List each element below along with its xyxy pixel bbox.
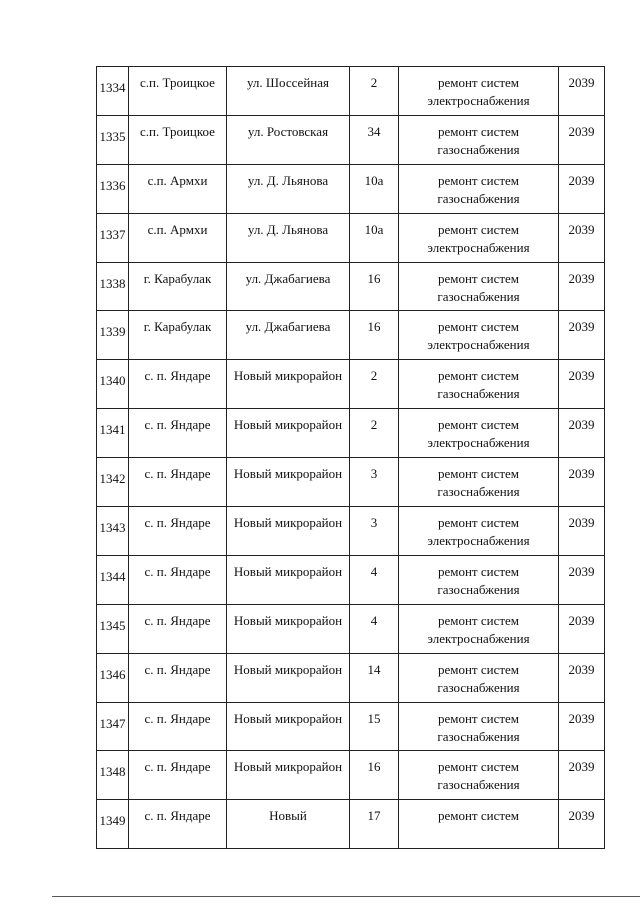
- work-type-cell: ремонт систем газоснабжения: [399, 555, 559, 604]
- row-number-cell: 1349: [97, 800, 129, 849]
- street-cell: Новый: [227, 800, 350, 849]
- house-number-cell: 10а: [350, 164, 399, 213]
- table-row: [97, 360, 605, 409]
- street-cell: Новый микрорайон: [227, 653, 350, 702]
- year-cell: 2039: [559, 800, 605, 849]
- work-type-cell: ремонт систем газоснабжения: [399, 458, 559, 507]
- table-row: [97, 409, 605, 458]
- settlement-cell: с.п. Троицкое: [129, 115, 227, 164]
- row-number-cell: 1347: [97, 702, 129, 751]
- settlement-cell: с. п. Яндаре: [129, 653, 227, 702]
- row-number-cell: 1335: [97, 115, 129, 164]
- street-cell: ул. Ростовская: [227, 115, 350, 164]
- house-number-cell: 16: [350, 751, 399, 800]
- settlement-cell: с. п. Яндаре: [129, 360, 227, 409]
- year-cell: 2039: [559, 702, 605, 751]
- work-type-cell: ремонт систем газоснабжения: [399, 262, 559, 311]
- work-type-cell: ремонт систем газоснабжения: [399, 115, 559, 164]
- house-number-cell: 4: [350, 555, 399, 604]
- street-cell: ул. Д. Льянова: [227, 164, 350, 213]
- year-cell: 2039: [559, 115, 605, 164]
- settlement-cell: с.п. Армхи: [129, 213, 227, 262]
- table-row: [97, 458, 605, 507]
- house-number-cell: 14: [350, 653, 399, 702]
- house-number-cell: 34: [350, 115, 399, 164]
- table-row: [97, 164, 605, 213]
- year-cell: 2039: [559, 751, 605, 800]
- house-number-cell: 2: [350, 409, 399, 458]
- work-type-cell: ремонт систем газоснабжения: [399, 360, 559, 409]
- year-cell: 2039: [559, 213, 605, 262]
- table-row: [97, 115, 605, 164]
- street-cell: Новый микрорайон: [227, 604, 350, 653]
- table-row: [97, 262, 605, 311]
- work-type-cell: ремонт систем электроснабжения: [399, 604, 559, 653]
- street-cell: Новый микрорайон: [227, 751, 350, 800]
- work-type-cell: ремонт систем электроснабжения: [399, 311, 559, 360]
- settlement-cell: г. Карабулак: [129, 311, 227, 360]
- work-type-cell: ремонт систем электроснабжения: [399, 67, 559, 116]
- year-cell: 2039: [559, 458, 605, 507]
- street-cell: Новый микрорайон: [227, 555, 350, 604]
- work-type-cell: ремонт систем: [399, 800, 559, 849]
- work-type-cell: ремонт систем электроснабжения: [399, 213, 559, 262]
- table-row: [97, 311, 605, 360]
- street-cell: ул. Джабагиева: [227, 262, 350, 311]
- table-row: [97, 751, 605, 800]
- row-number-cell: 1344: [97, 555, 129, 604]
- row-number-cell: 1348: [97, 751, 129, 800]
- year-cell: 2039: [559, 604, 605, 653]
- settlement-cell: с. п. Яндаре: [129, 555, 227, 604]
- settlement-cell: с. п. Яндаре: [129, 800, 227, 849]
- year-cell: 2039: [559, 507, 605, 556]
- work-type-cell: ремонт систем газоснабжения: [399, 751, 559, 800]
- table-row: [97, 702, 605, 751]
- row-number-cell: 1341: [97, 409, 129, 458]
- row-number-cell: 1343: [97, 507, 129, 556]
- row-number-cell: 1338: [97, 262, 129, 311]
- settlement-cell: с. п. Яндаре: [129, 702, 227, 751]
- year-cell: 2039: [559, 67, 605, 116]
- work-type-cell: ремонт систем электроснабжения: [399, 507, 559, 556]
- house-number-cell: 15: [350, 702, 399, 751]
- house-number-cell: 17: [350, 800, 399, 849]
- year-cell: 2039: [559, 409, 605, 458]
- year-cell: 2039: [559, 555, 605, 604]
- work-type-cell: ремонт систем газоснабжения: [399, 164, 559, 213]
- table-body: [97, 67, 605, 849]
- work-type-cell: ремонт систем газоснабжения: [399, 702, 559, 751]
- work-type-cell: ремонт систем газоснабжения: [399, 653, 559, 702]
- page-bottom-rule: [52, 896, 640, 897]
- year-cell: 2039: [559, 164, 605, 213]
- house-number-cell: 2: [350, 360, 399, 409]
- table-row: [97, 555, 605, 604]
- row-number-cell: 1339: [97, 311, 129, 360]
- settlement-cell: с. п. Яндаре: [129, 458, 227, 507]
- settlement-cell: с. п. Яндаре: [129, 507, 227, 556]
- house-number-cell: 3: [350, 458, 399, 507]
- row-number-cell: 1345: [97, 604, 129, 653]
- settlement-cell: г. Карабулак: [129, 262, 227, 311]
- repair-schedule-table: [96, 66, 605, 849]
- street-cell: ул. Джабагиева: [227, 311, 350, 360]
- year-cell: 2039: [559, 311, 605, 360]
- settlement-cell: с. п. Яндаре: [129, 604, 227, 653]
- house-number-cell: 4: [350, 604, 399, 653]
- table-row: [97, 67, 605, 116]
- street-cell: Новый микрорайон: [227, 409, 350, 458]
- settlement-cell: с.п. Армхи: [129, 164, 227, 213]
- year-cell: 2039: [559, 653, 605, 702]
- street-cell: ул. Шоссейная: [227, 67, 350, 116]
- house-number-cell: 16: [350, 311, 399, 360]
- table-row: [97, 653, 605, 702]
- row-number-cell: 1334: [97, 67, 129, 116]
- row-number-cell: 1336: [97, 164, 129, 213]
- year-cell: 2039: [559, 262, 605, 311]
- row-number-cell: 1340: [97, 360, 129, 409]
- row-number-cell: 1342: [97, 458, 129, 507]
- row-number-cell: 1337: [97, 213, 129, 262]
- year-cell: 2039: [559, 360, 605, 409]
- house-number-cell: 16: [350, 262, 399, 311]
- house-number-cell: 2: [350, 67, 399, 116]
- settlement-cell: с. п. Яндаре: [129, 409, 227, 458]
- work-type-cell: ремонт систем электроснабжения: [399, 409, 559, 458]
- house-number-cell: 3: [350, 507, 399, 556]
- street-cell: Новый микрорайон: [227, 360, 350, 409]
- row-number-cell: 1346: [97, 653, 129, 702]
- table-row: [97, 213, 605, 262]
- street-cell: Новый микрорайон: [227, 702, 350, 751]
- street-cell: Новый микрорайон: [227, 507, 350, 556]
- street-cell: ул. Д. Льянова: [227, 213, 350, 262]
- house-number-cell: 10а: [350, 213, 399, 262]
- table-row: [97, 604, 605, 653]
- settlement-cell: с. п. Яндаре: [129, 751, 227, 800]
- table-row: [97, 507, 605, 556]
- settlement-cell: с.п. Троицкое: [129, 67, 227, 116]
- table-row: [97, 800, 605, 849]
- street-cell: Новый микрорайон: [227, 458, 350, 507]
